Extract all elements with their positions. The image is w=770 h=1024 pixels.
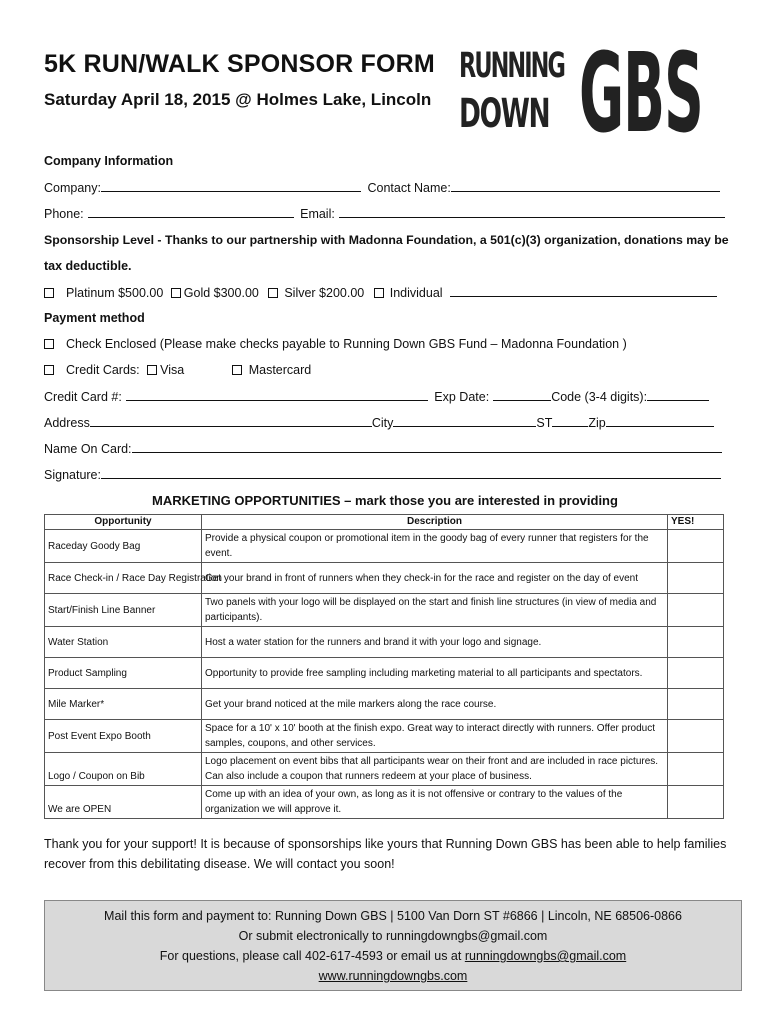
opportunity-cell: Product Sampling [45, 658, 202, 689]
signature-row [44, 467, 721, 482]
city-label: City [371, 416, 394, 430]
address-field[interactable] [90, 415, 372, 427]
opportunity-column-header: Opportunity [45, 515, 202, 530]
opportunity-cell: Start/Finish Line Banner [45, 594, 202, 627]
table-row [45, 689, 724, 720]
visa-label: Visa [160, 363, 185, 377]
yes-cell[interactable] [668, 720, 724, 753]
logo-wordmark [459, 48, 575, 140]
credit-cards-row [44, 363, 311, 377]
opportunity-cell: Race Check-in / Race Day Registration [45, 563, 202, 594]
phone-field[interactable] [88, 206, 294, 218]
signature-label: Signature: [44, 468, 101, 482]
mastercard-checkbox[interactable] [232, 365, 242, 375]
gold-label: Gold $300.00 [183, 286, 259, 300]
opportunity-cell: Raceday Goody Bag [45, 530, 202, 563]
marketing-opportunities-table [44, 514, 724, 819]
check-enclosed-checkbox[interactable] [44, 339, 54, 349]
table-row [45, 594, 724, 627]
email-field[interactable] [339, 206, 725, 218]
description-cell: Two panels with your logo will be displayed on the start and finish line structures (in view of media and participants). [202, 594, 668, 627]
signature-field[interactable] [101, 467, 721, 479]
table-header-row [45, 515, 724, 530]
check-enclosed-label: Check Enclosed (Please make checks payable to Running Down GBS Fund – Madonna Foundation ) [66, 337, 627, 351]
yes-cell[interactable] [668, 627, 724, 658]
credit-card-number-row [44, 389, 709, 404]
event-date-location: Saturday April 18, 2015 @ Holmes Lake, Lincoln [44, 90, 432, 109]
company-field[interactable] [101, 180, 361, 192]
security-code-label: Code (3-4 digits): [551, 390, 648, 404]
sponsorship-heading-line1: Sponsorship Level - Thanks to our partnership with Madonna Foundation, a 501(c)(3) organization, donations may be [44, 233, 729, 247]
payment-method-heading: Payment method [44, 311, 145, 325]
exp-date-label: Exp Date: [434, 390, 490, 404]
table-row [45, 753, 724, 786]
gold-checkbox[interactable] [171, 288, 181, 298]
mastercard-label: Mastercard [248, 363, 312, 377]
state-label: ST [536, 416, 553, 430]
yes-cell[interactable] [668, 786, 724, 819]
email-label: Email: [300, 207, 335, 221]
name-on-card-field[interactable] [132, 441, 722, 453]
yes-column-header: YES! [668, 515, 724, 530]
silver-checkbox[interactable] [268, 288, 278, 298]
description-cell: Get your brand in front of runners when they check-in for the race and register on the day of event [202, 563, 668, 594]
description-cell: Come up with an idea of your own, as long as it is not offensive or contrary to the values of the organization we will approve it. [202, 786, 668, 819]
silver-label: Silver $200.00 [284, 286, 365, 300]
city-field[interactable] [393, 415, 536, 427]
table-row [45, 627, 724, 658]
running-down-gbs-logo [459, 29, 725, 157]
table-row [45, 563, 724, 594]
name-on-card-row [44, 441, 722, 456]
platinum-label: Platinum $500.00 [66, 286, 164, 300]
card-number-label: Credit Card #: [44, 390, 122, 404]
description-cell: Get your brand noticed at the mile markers along the race course. [202, 689, 668, 720]
form-title: 5K RUN/WALK SPONSOR FORM [44, 50, 435, 78]
contact-name-label: Contact Name: [367, 181, 451, 195]
address-row [44, 415, 714, 430]
individual-checkbox[interactable] [374, 288, 384, 298]
phone-email-row [44, 206, 725, 221]
questions-text: For questions, please call 402-617-4593 or email us at [159, 949, 465, 963]
individual-amount-field[interactable] [450, 285, 717, 297]
credit-cards-label: Credit Cards: [66, 363, 140, 377]
table-row [45, 530, 724, 563]
logo-down-text: DOWN [459, 91, 550, 137]
electronic-submission-line: Or submit electronically to runningdowngbs@gmail.com [238, 929, 548, 943]
company-info-heading: Company Information [44, 154, 174, 168]
questions-line [45, 946, 741, 966]
description-cell: Logo placement on event bibs that all participants wear on their front and are included in race pictures. Can also include a coupon that runners redeem at your place of business. [202, 753, 668, 786]
visa-checkbox[interactable] [147, 365, 157, 375]
mailing-info-box [44, 900, 742, 991]
mailing-address-line: Mail this form and payment to: Running Down GBS | 5100 Van Dorn ST #6866 | Lincoln, NE 68506-0866 [104, 909, 682, 923]
yes-cell[interactable] [668, 658, 724, 689]
address-label: Address [44, 416, 90, 430]
website-link[interactable]: www.runningdowngbs.com [318, 969, 468, 983]
yes-cell[interactable] [668, 594, 724, 627]
phone-label: Phone: [44, 207, 84, 221]
opportunity-cell: Water Station [45, 627, 202, 658]
company-label: Company: [44, 181, 101, 195]
contact-name-field[interactable] [451, 180, 720, 192]
description-cell: Opportunity to provide free sampling including marketing material to all participants and spectators. [202, 658, 668, 689]
description-cell: Host a water station for the runners and brand it with your logo and signage. [202, 627, 668, 658]
yes-cell[interactable] [668, 753, 724, 786]
contact-email-link[interactable]: runningdowngbs@gmail.com [464, 949, 627, 963]
individual-label: Individual [389, 286, 443, 300]
yes-cell[interactable] [668, 689, 724, 720]
platinum-checkbox[interactable] [44, 288, 54, 298]
company-contact-row [44, 180, 720, 195]
table-row [45, 786, 724, 819]
marketing-opportunities-title: MARKETING OPPORTUNITIES – mark those you are interested in providing [152, 493, 618, 508]
logo-gbs-text: GBS [579, 29, 703, 157]
sponsorship-heading-line2: tax deductible. [44, 259, 132, 273]
opportunity-cell: Post Event Expo Booth [45, 720, 202, 753]
zip-field[interactable] [606, 415, 714, 427]
table-row [45, 658, 724, 689]
logo-running-text: RUNNING [459, 46, 564, 86]
table-row [45, 720, 724, 753]
thank-you-message: Thank you for your support! It is because of sponsorships like yours that Running Down GBS has been able to help families recover from this debilitating disease. We will contact you soon! [44, 837, 727, 871]
check-enclosed-row [44, 337, 627, 351]
zip-label: Zip [588, 416, 606, 430]
security-code-field[interactable] [647, 389, 709, 401]
name-on-card-label: Name On Card: [44, 442, 132, 456]
opportunity-cell: Logo / Coupon on Bib [45, 753, 202, 786]
description-cell: Provide a physical coupon or promotional item in the goody bag of every runner that registers for the event. [202, 530, 668, 563]
sponsorship-levels-row [44, 285, 717, 300]
credit-cards-checkbox[interactable] [44, 365, 54, 375]
opportunity-cell: We are OPEN [45, 786, 202, 819]
state-field[interactable] [552, 415, 588, 427]
description-column-header: Description [202, 515, 668, 530]
card-number-field[interactable] [126, 389, 428, 401]
opportunity-cell: Mile Marker* [45, 689, 202, 720]
yes-cell[interactable] [668, 563, 724, 594]
description-cell: Space for a 10' x 10' booth at the finish expo. Great way to interact directly with runners. Offer product samples, coupons, and other services. [202, 720, 668, 753]
exp-date-field[interactable] [493, 389, 551, 401]
yes-cell[interactable] [668, 530, 724, 563]
